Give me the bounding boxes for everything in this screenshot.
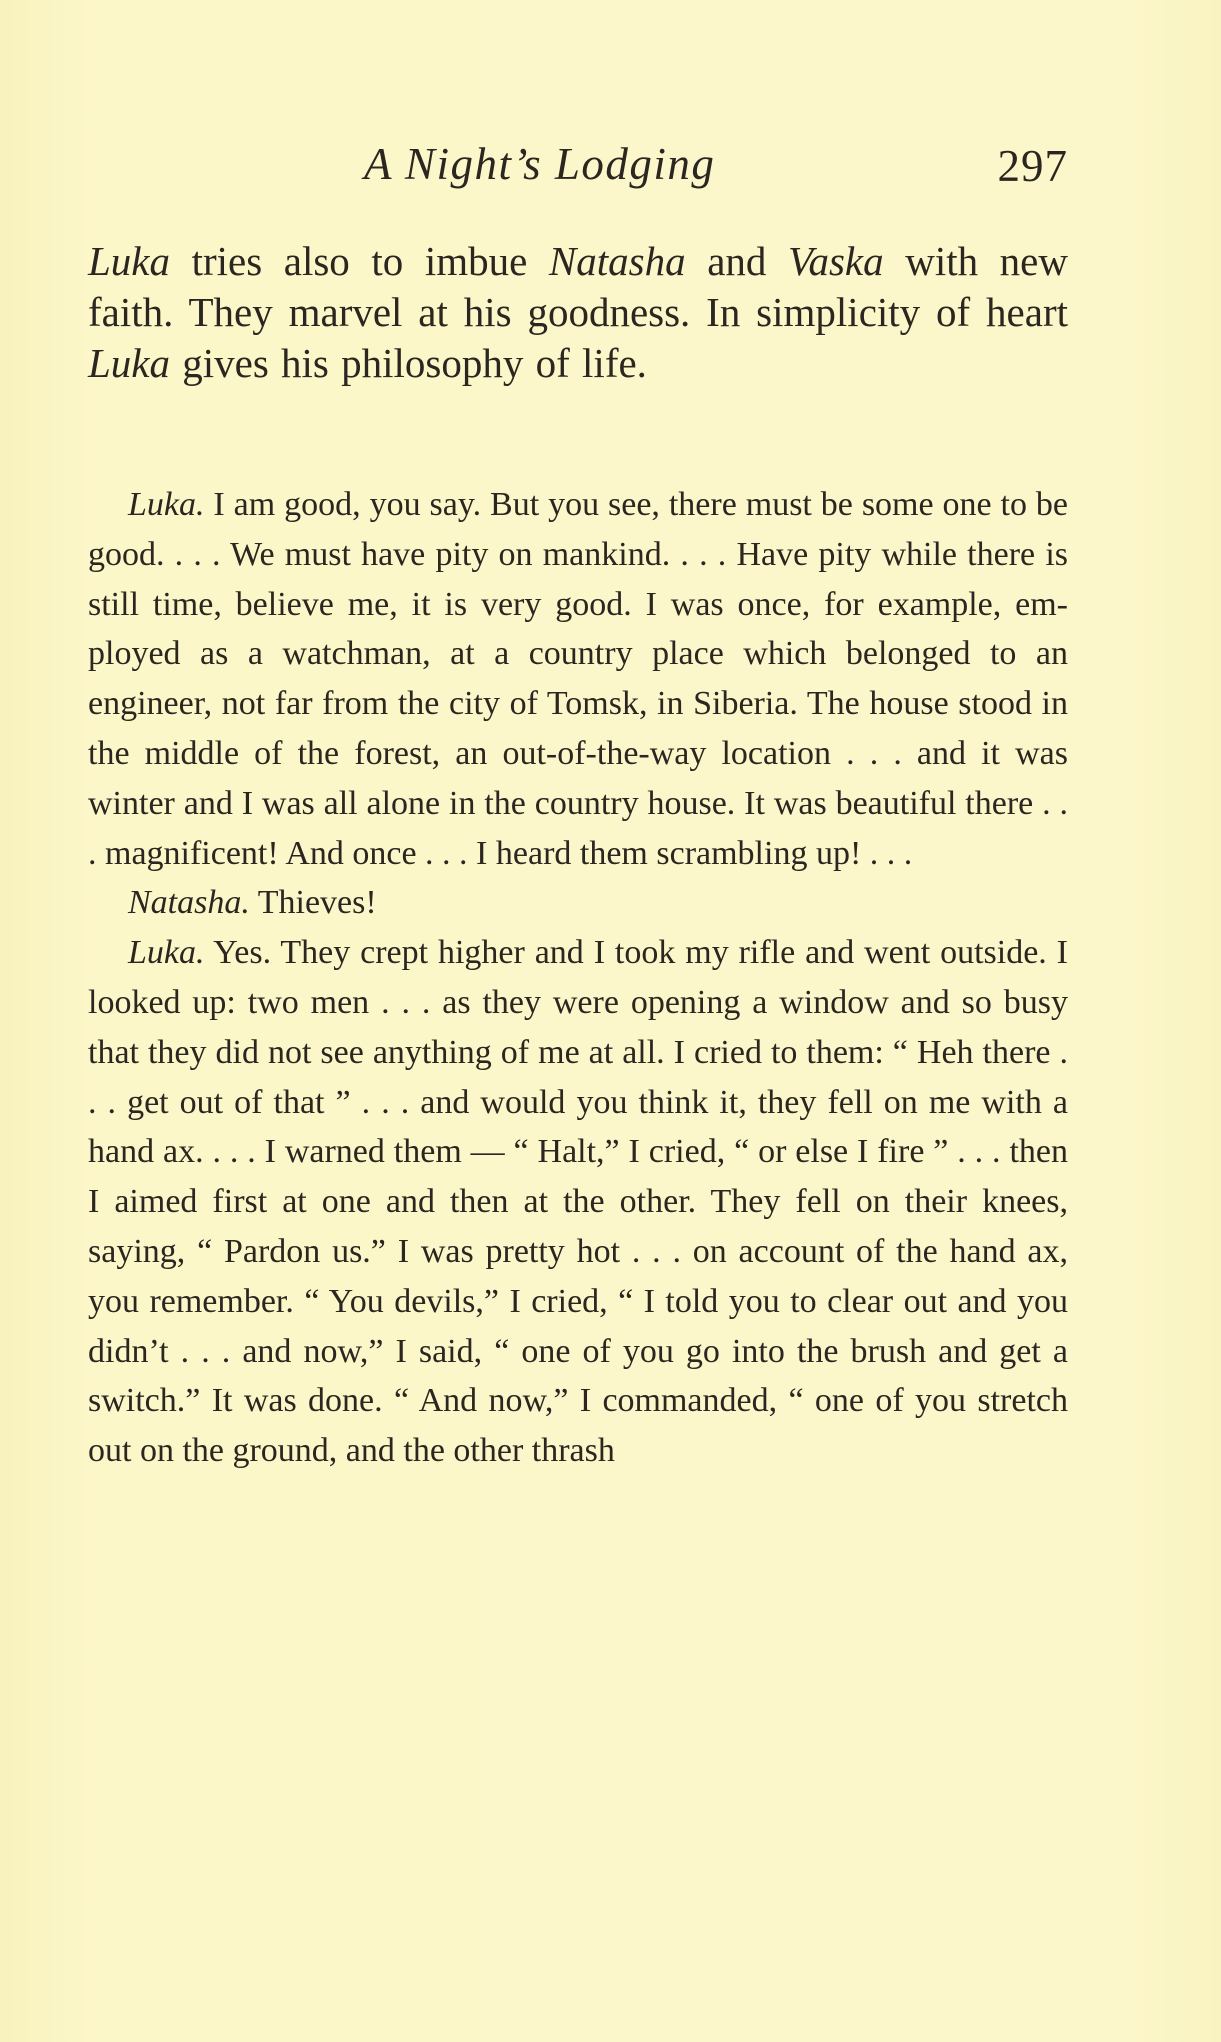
summary-segment: and xyxy=(685,238,788,284)
dialogue-text: I am good, you say. But you see, there must be some one to be good. . . . We must have pity on mankind. . . . Have pity while there is still time, believe me, it is very good. I was once, for example, employed as a watchman, at a country place which belonged to an engineer, not far from the city of Tomsk, in Siberia. The house stood in the middle of the forest, an out-of-the-way location . . . and it was winter and I was all alone in the country house. It was beautiful there . . . magnificent! And once . . . I heard them scrambling up! . . . xyxy=(88,486,1068,872)
character-name: Luka xyxy=(88,340,170,386)
dialogue-text: Thieves! xyxy=(249,884,377,922)
dialogue-paragraph xyxy=(88,878,1068,928)
running-title: A Night’s Lodging xyxy=(364,139,716,189)
summary-segment: tries also to imbue xyxy=(170,238,549,284)
dialogue-paragraph xyxy=(88,928,1068,1476)
summary-segment: gives his philosophy of life. xyxy=(170,340,647,386)
character-name: Natasha xyxy=(548,238,686,284)
speaker-name: Luka. xyxy=(128,934,205,972)
speaker-name: Luka. xyxy=(128,486,205,523)
character-name: Vaska xyxy=(787,238,884,284)
page-number: 297 xyxy=(997,141,1068,191)
dialogue-block xyxy=(88,480,1068,1476)
summary-segment: with new faith. They marvel at his goodness. In simplicity of heart xyxy=(88,238,1068,335)
character-name: Luka xyxy=(88,238,170,284)
running-head xyxy=(88,138,1068,198)
summary-paragraph xyxy=(88,236,1068,389)
dialogue-text: Yes. They crept higher and I took my rifle and went outside. I looked up: two men . . . as they were opening a window and so busy that they did not see anything of me at all. I cried to them: “ Heh there . . . get out of that ” . . . and would you think it, they fell on me with a hand ax. . . . I warned them — “ Halt,” I cried, “ or else I fire ” . . . then I aimed first at one and then at the other. They fell on their knees, saying, “ Pardon us.” I was pretty hot . . . on account of the hand ax, you remember. “ You devils,” I cried, “ I told you to clear out and you didn’t . . . and now,” I said, “ one of you go into the brush and get a switch.” It was done. “ And now,” I commanded, “ one of you stretch out on the ground, and the other thrash xyxy=(88,934,1068,1470)
summary-text xyxy=(88,236,1068,389)
speaker-name: Natasha. xyxy=(128,884,250,922)
dialogue-paragraph xyxy=(88,480,1068,878)
